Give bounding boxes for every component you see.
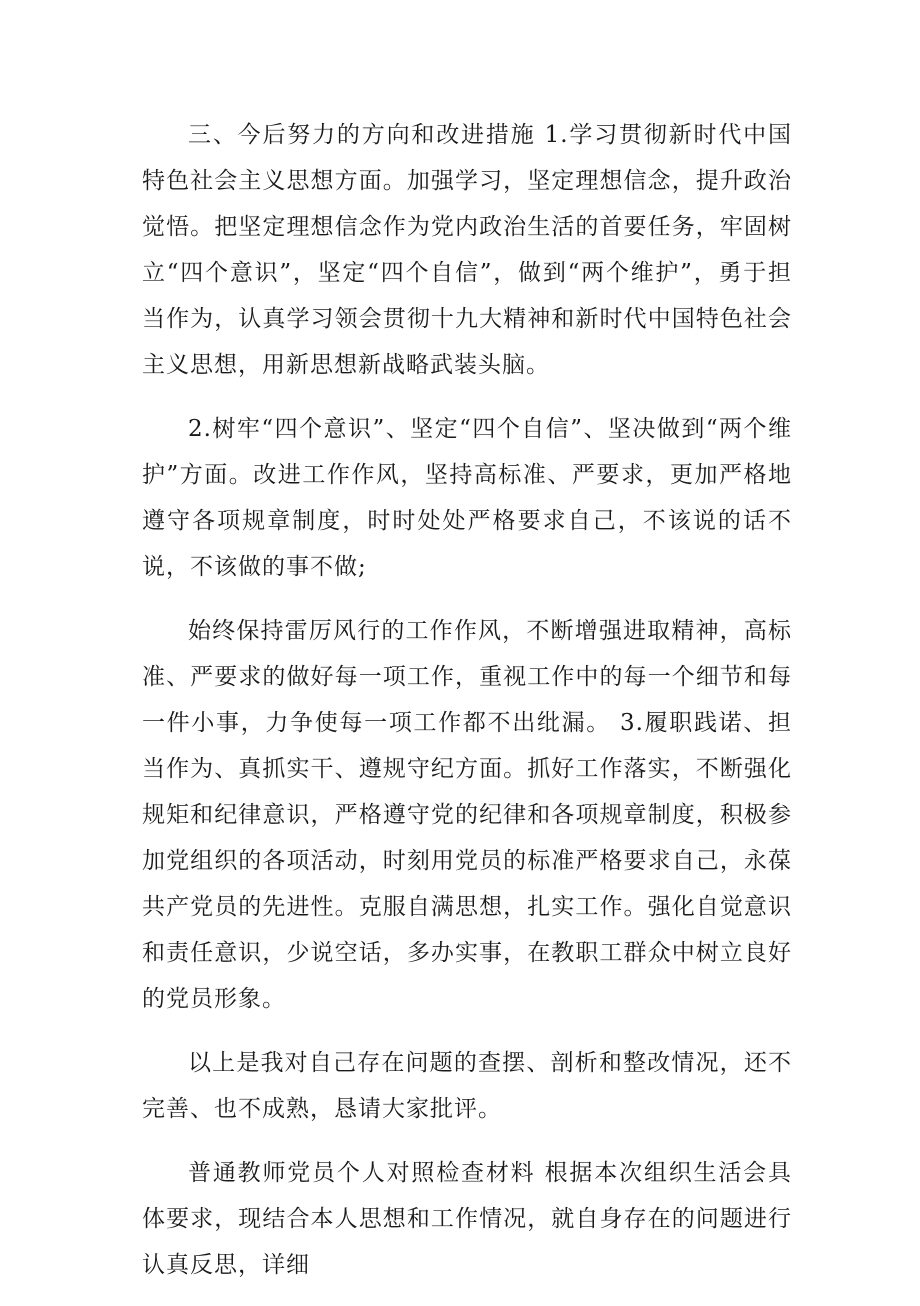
paragraph-improvement-measures: 三、今后努力的方向和改进措施 1.学习贯彻新时代中国特色社会主义思想方面。加强学习，坚定理想信念，提升政治觉悟。把坚定理想信念作为党内政治生活的首要任务，牢固树立“四个意识”，坚定“四个自信”，做到“两个维护”，勇于担当作为，认真学习领会贯彻十九大精神和新时代中国特色社会主义思想，用新思想新战略武装头脑。 [142,122,792,378]
document-body [142,112,792,1306]
paragraph-work-style: 始终保持雷厉风行的工作作风，不断增强进取精神，高标准、严要求的做好每一项工作，重视工作中的每一个细节和每一件小事，力争使每一项工作都不出纰漏。 3.履职践诺、担当作为、真抓实干、遵规守纪方面。抓好工作落实，不断强化规矩和纪律意识，严格遵守党的纪律和各项规章制度，积极参加党组织的各项活动，时刻用党员的标准严格要求自己，永葆共产党员的先进性。克服自满思想，扎实工作。强化自觉意识和责任意识，少说空话，多办实事，在教职工群众中树立良好的党员形象。 [142,618,792,1012]
paragraph-conclusion: 以上是我对自己存在问题的查摆、剖析和整改情况，还不完善、也不成熟，恳请大家批评。 [142,1050,792,1122]
paragraph-teacher-material: 普通教师党员个人对照检查材料 根据本次组织生活会具体要求，现结合本人思想和工作情况，就自身存在的问题进行认真反思，详细 [142,1160,792,1278]
paragraph-four-consciousness: 2.树牢“四个意识”、坚定“四个自信”、坚决做到“两个维护”方面。改进工作作风，坚持高标准、严要求，更加严格地遵守各项规章制度，时时处处严格要求自己，不该说的话不说，不该做的事不做; [142,416,792,580]
